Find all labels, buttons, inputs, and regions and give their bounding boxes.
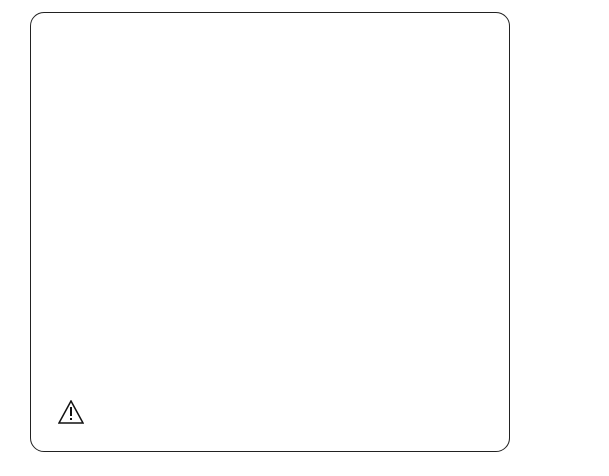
warning-triangle-icon <box>58 400 84 424</box>
